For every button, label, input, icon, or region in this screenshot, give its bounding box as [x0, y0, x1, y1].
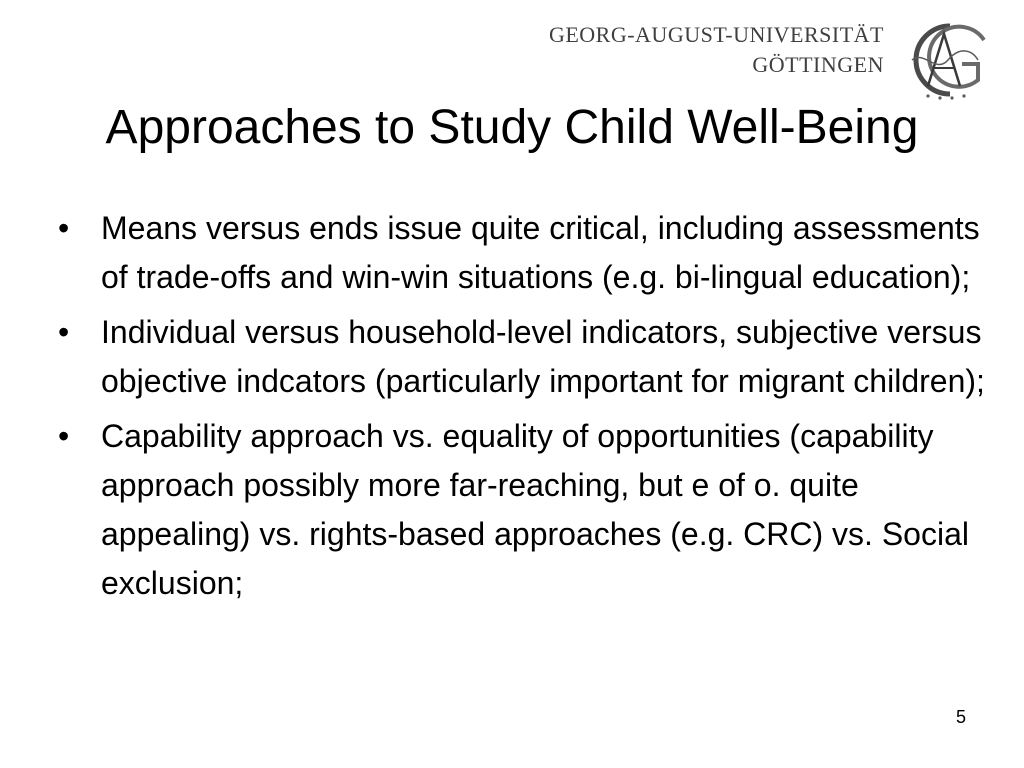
bullet-list: [56, 204, 986, 614]
university-seal-logo: [898, 20, 992, 102]
university-name-line1: GEORG-AUGUST-UNIVERSITÄT: [548, 22, 884, 47]
page-number: 5: [955, 707, 966, 727]
bullet-text: Individual versus household-level indicators, subjective versus objective indcators (particularly important for migrant children);: [101, 314, 985, 399]
bullet-text: Means versus ends issue quite critical, including assessments of trade-offs and win-win situations (e.g. bi-lingual education);: [101, 210, 980, 295]
bullet-icon: •: [58, 418, 70, 454]
bullet-icon: •: [58, 210, 70, 246]
list-item: [56, 204, 986, 302]
bullet-text: Capability approach vs. equality of opportunities (capability approach possibly more far-reaching, but e of o. quite appealing) vs. rights-based approaches (e.g. CRC) vs. Social exclusion;: [101, 418, 969, 601]
list-item: [56, 412, 986, 608]
slide-title: Approaches to Study Child Well-Being: [105, 101, 919, 154]
university-name: [549, 20, 884, 80]
university-name-line2: GÖTTINGEN: [752, 52, 884, 77]
list-item: [56, 308, 986, 406]
bullet-icon: •: [58, 314, 70, 350]
